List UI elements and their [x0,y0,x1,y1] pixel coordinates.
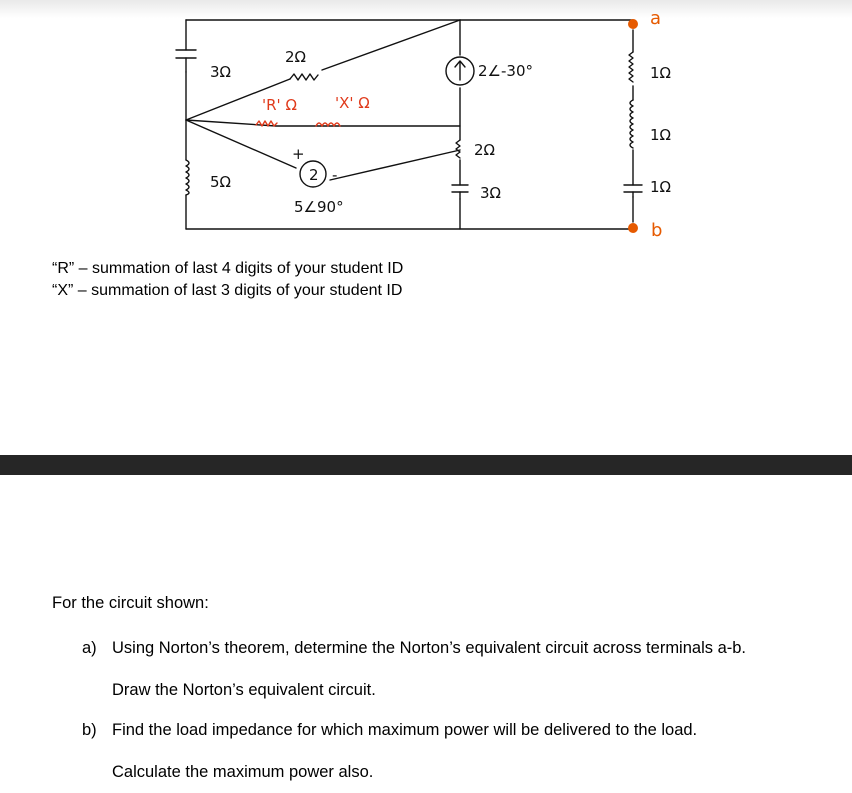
part-b-line1: Find the load impedance for which maximum power will be delivered to the load. [112,721,698,739]
part-b-line2: Calculate the maximum power also. [112,763,374,781]
resistor-2-mid [456,140,460,158]
part-a-line2: Draw the Norton’s equivalent circuit. [112,681,376,699]
inductor-5 [186,160,189,195]
label-2ohm-mid: 2Ω [474,141,496,159]
question-prompt: For the circuit shown: [52,594,209,612]
note-x: “X” – summation of last 3 digits of your student ID [52,282,403,299]
vsrc-to-mid [330,150,460,180]
label-3ohm-mid: 3Ω [480,184,502,202]
label-3ohm-top: 3Ω [210,63,232,81]
label-vsrc-plus: + [292,145,305,163]
label-X: 'X' Ω [335,94,370,112]
terminal-b-label: b [651,220,663,241]
label-5ohm: 5Ω [210,173,232,191]
variable-notes [52,258,403,302]
label-vsrc-value: 2 [309,166,319,184]
label-2ohm-diag: 2Ω [285,48,307,66]
resistor-1-top [629,52,633,82]
label-isrc: 2∠-30° [478,62,533,80]
part-b-marker: b) [82,721,97,739]
label-1ohm-bot: 1Ω [650,178,672,196]
terminal-a-label: a [650,8,662,29]
diag-to-top-2 [322,20,460,70]
separator-band [0,455,852,475]
inductor-1 [630,100,633,148]
label-1ohm-mid: 1Ω [650,126,672,144]
terminal-a-dot [628,19,638,29]
diag-to-vsrc [186,120,296,168]
label-1ohm-top: 1Ω [650,64,672,82]
label-R: 'R' Ω [262,96,297,114]
label-vsrc: 5∠90° [294,198,344,216]
resistor-2-diag [290,74,318,80]
label-vsrc-minus: - [332,166,338,184]
current-arrow [455,61,465,80]
part-a-line1: Using Norton’s theorem, determine the Norton’s equivalent circuit across terminals a-b. [112,639,747,657]
part-a-marker: a) [82,639,97,657]
terminal-b-dot [628,223,638,233]
note-r: “R” – summation of last 4 digits of your student ID [52,260,404,277]
